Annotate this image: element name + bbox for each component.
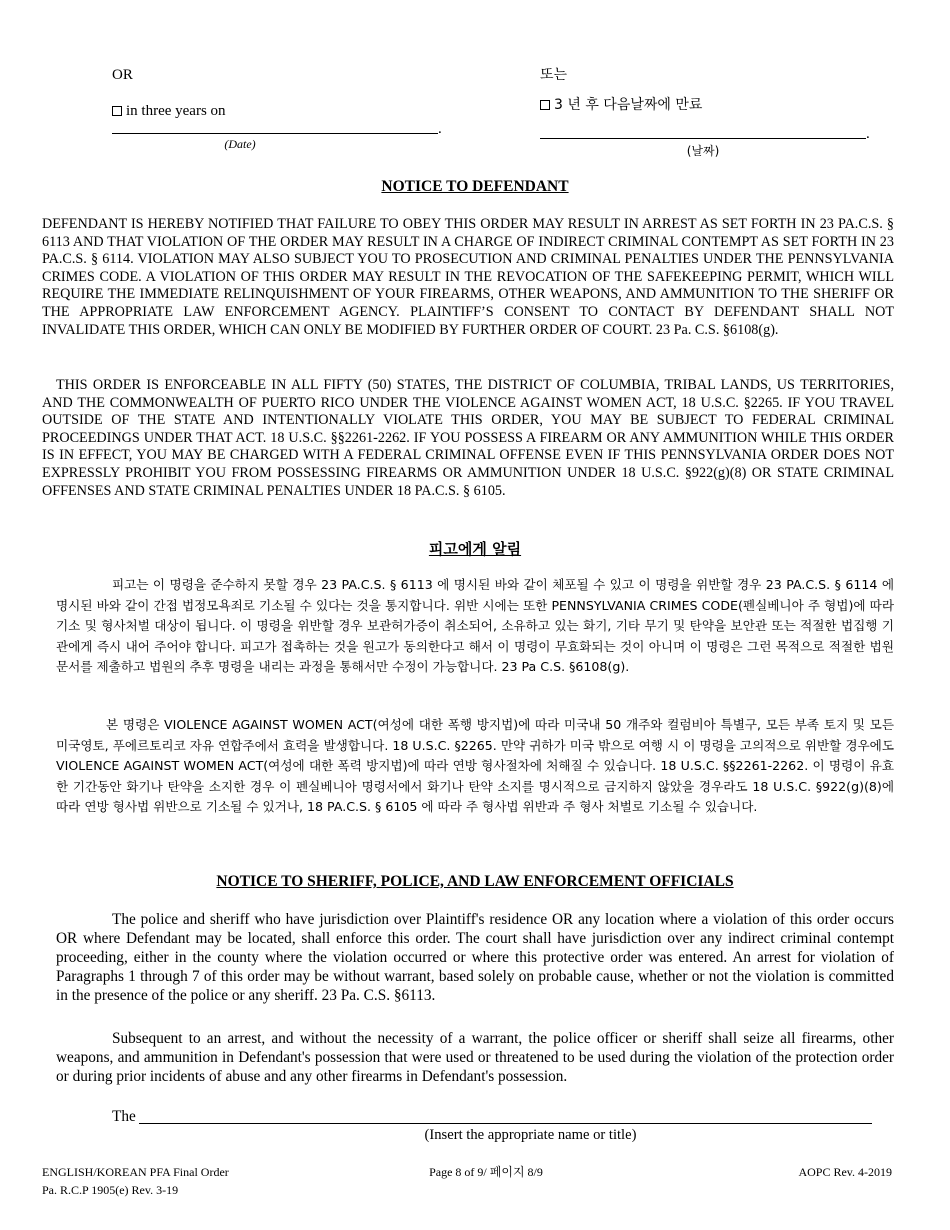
insert-name-label: (Insert the appropriate name or title) <box>424 1127 637 1143</box>
date-line-period: . <box>438 121 442 137</box>
footer-form-name: ENGLISH/KOREAN PFA Final Order <box>42 1165 229 1179</box>
three-years-option-en <box>112 102 226 121</box>
notice-defendant-title: NOTICE TO DEFENDANT <box>381 178 569 195</box>
footer-page-number: Page 8 of 9/ 페이지 8/9 <box>429 1165 543 1179</box>
notice-defendant-ko-para2: 본 명령은 VIOLENCE AGAINST WOMEN ACT(여성에 대한 폭행 방지법)에 따라 미국내 50 개주와 컬럼비아 특별구, 모든 부족 토지 및 모든 미국영토, 푸에르토리코 자유 연합주에서 효력을 발생합니다. 18 U.S.C. §2265. 만약 귀하가 미국 밖으로 여행 시 이 명령을 고의적으로 위반할 경우에도 VIOLENCE AGAINST WOMEN ACT(여성에 대한 폭력 방지법)에 따라 연방 형사절차에 처해질 수 있습니다. 18 U.S.C. §§2261-2262. 이 명령이 유효한 기간동안 화기나 탄약을 소지한 경우 이 펜실베니아 명령서에서 화기나 탄약 소지를 명시적으로 금지하지 않았을 경우라도 18 U.S.C. §922(g)(8)에 따라 연방 형사법 위반으로 기소될 수 있거나, 18 PA.C.S. § 6105 에 따라 주 형사법 위반과 주 형사 처벌로 기소될 수 있습니다. <box>56 717 894 815</box>
option-label: 3 년 후 다음날짜에 만료 <box>554 97 703 113</box>
the-rule <box>139 1123 872 1124</box>
footer-revision: AOPC Rev. 4-2019 <box>798 1165 892 1179</box>
notice-officials-title: NOTICE TO SHERIFF, POLICE, AND LAW ENFORCEMENT OFFICIALS <box>216 873 734 890</box>
or-label-en: OR <box>112 67 133 83</box>
or-label-ko: 또는 <box>540 67 568 83</box>
date-line-ko <box>540 138 866 139</box>
the-label: The <box>112 1108 136 1125</box>
date-label-en: (Date) <box>224 137 256 151</box>
the-line <box>139 1123 872 1124</box>
date-rule <box>540 138 866 139</box>
option-label: in three years on <box>126 103 226 119</box>
date-label-ko: (날짜) <box>686 144 720 158</box>
date-line-period: . <box>866 126 870 142</box>
footer-rule-ref: Pa. R.C.P 1905(e) Rev. 3-19 <box>42 1183 179 1197</box>
notice-defendant-para1: DEFENDANT IS HEREBY NOTIFIED THAT FAILURE TO OBEY THIS ORDER MAY RESULT IN ARREST AS SET FORTH IN 23 PA.C.S. § 6113 AND THAT VIOLATION OF THE ORDER MAY RESULT IN A CHARGE OF INDIRECT CRIMINAL CONTEMPT AS SET FORTH IN 23 PA.C.S. § 6114. VIOLATION MAY ALSO SUBJECT YOU TO PROSECUTION AND CRIMINAL PENALTIES UNDER THE PENNSYLVANIA CRIMES CODE. A VIOLATION OF THIS ORDER MAY RESULT IN THE REVOCATION OF THE SAFEKEEPING PERMIT, WHICH WILL REQUIRE THE IMMEDIATE RELINQUISHMENT OF YOUR FIREARMS, OTHER WEAPONS, AND AMMUNITION TO THE SHERIFF OR THE APPROPRIATE LAW ENFORCEMENT AGENCY. PLAINTIFF’S CONSENT TO CONTACT BY DEFENDANT SHALL NOT INVALIDATE THIS ORDER, WHICH CAN ONLY BE MODIFIED BY FURTHER ORDER OF COURT. 23 Pa. C.S. §6108(g). <box>42 216 894 338</box>
notice-defendant-title-ko: 피고에게 알림 <box>428 540 522 558</box>
date-line-en <box>112 133 438 134</box>
checkbox[interactable] <box>112 106 122 116</box>
checkbox[interactable] <box>540 100 550 110</box>
date-rule <box>112 133 438 134</box>
notice-officials-para2: Subsequent to an arrest, and without the necessity of a warrant, the police officer or sheriff shall seize all firearms, other weapons, and ammunition in Defendant's possession that were used or threatened to be used during the violation of the protection order or during prior incidents of abuse and any other firearms in Defendant's possession. <box>56 1030 894 1085</box>
notice-defendant-ko-para1: 피고는 이 명령을 준수하지 못할 경우 23 PA.C.S. § 6113 에 명시된 바와 같이 체포될 수 있고 이 명령을 위반할 경우 23 PA.C.S. § 6114 에 명시된 바와 같이 간접 법정모욕죄로 기소될 수 있다는 것을 통지합니다. 위반 시에는 또한 PENNSYLVANIA CRIMES CODE(펜실베니아 주 형법)에 따라 기소 및 형사처벌 대상이 됩니다. 이 명령을 위반할 경우 보관허가증이 취소되어, 소유하고 있는 화기, 기타 무기 및 탄약을 보안관 또는 적절한 법집행 기관에게 즉시 내어 주어야 합니다. 피고가 접촉하는 것을 원고가 동의한다고 해서 이 명령이 무효화되는 것이 아니며 이 명령은 그런 목적으로 적절한 법원문서를 제출하고 법원의 추후 명령을 내리는 과정을 통해서만 수정이 가능합니다. 23 Pa C.S. §6108(g). <box>56 577 894 675</box>
three-years-option-ko <box>540 96 702 115</box>
notice-defendant-para2: THIS ORDER IS ENFORCEABLE IN ALL FIFTY (50) STATES, THE DISTRICT OF COLUMBIA, TRIBAL LANDS, US TERRITORIES, AND THE COMMONWEALTH OF PUERTO RICO UNDER THE VIOLENCE AGAINST WOMEN ACT, 18 U.S.C. §2265. IF YOU TRAVEL OUTSIDE OF THE STATE AND INTENTIONALLY VIOLATE THIS ORDER, YOU MAY BE SUBJECT TO FEDERAL CRIMINAL PROCEEDINGS UNDER THAT ACT. 18 U.S.C. §§2261-2262. IF YOU POSSESS A FIREARM OR ANY AMMUNITION WHILE THIS ORDER IS IN EFFECT, YOU MAY BE CHARGED WITH A FEDERAL CRIMINAL OFFENSE EVEN IF THIS PENNSYLVANIA ORDER DOES NOT EXPRESSLY PROHIBIT YOU FROM POSSESSING FIREARMS OR AMMUNITION UNDER 18 U.S.C. §922(g)(8) OR STATE CRIMINAL OFFENSES AND STATE CRIMINAL PENALTIES UNDER 18 PA.C.S. § 6105. <box>42 377 894 499</box>
notice-officials-para1: The police and sheriff who have jurisdiction over Plaintiff's residence OR any location where a violation of this order occurs OR where Defendant may be located, shall enforce this order. The court shall have jurisdiction over any indirect criminal contempt proceeding, either in the county where the violation occurred or where this protective order was entered. An arrest for violation of Paragraphs 1 through 7 of this order may be without warrant, based solely on probable cause, whether or not the violation is committed in the presence of the police or any sheriff. 23 Pa. C.S. §6113. <box>56 911 894 1004</box>
